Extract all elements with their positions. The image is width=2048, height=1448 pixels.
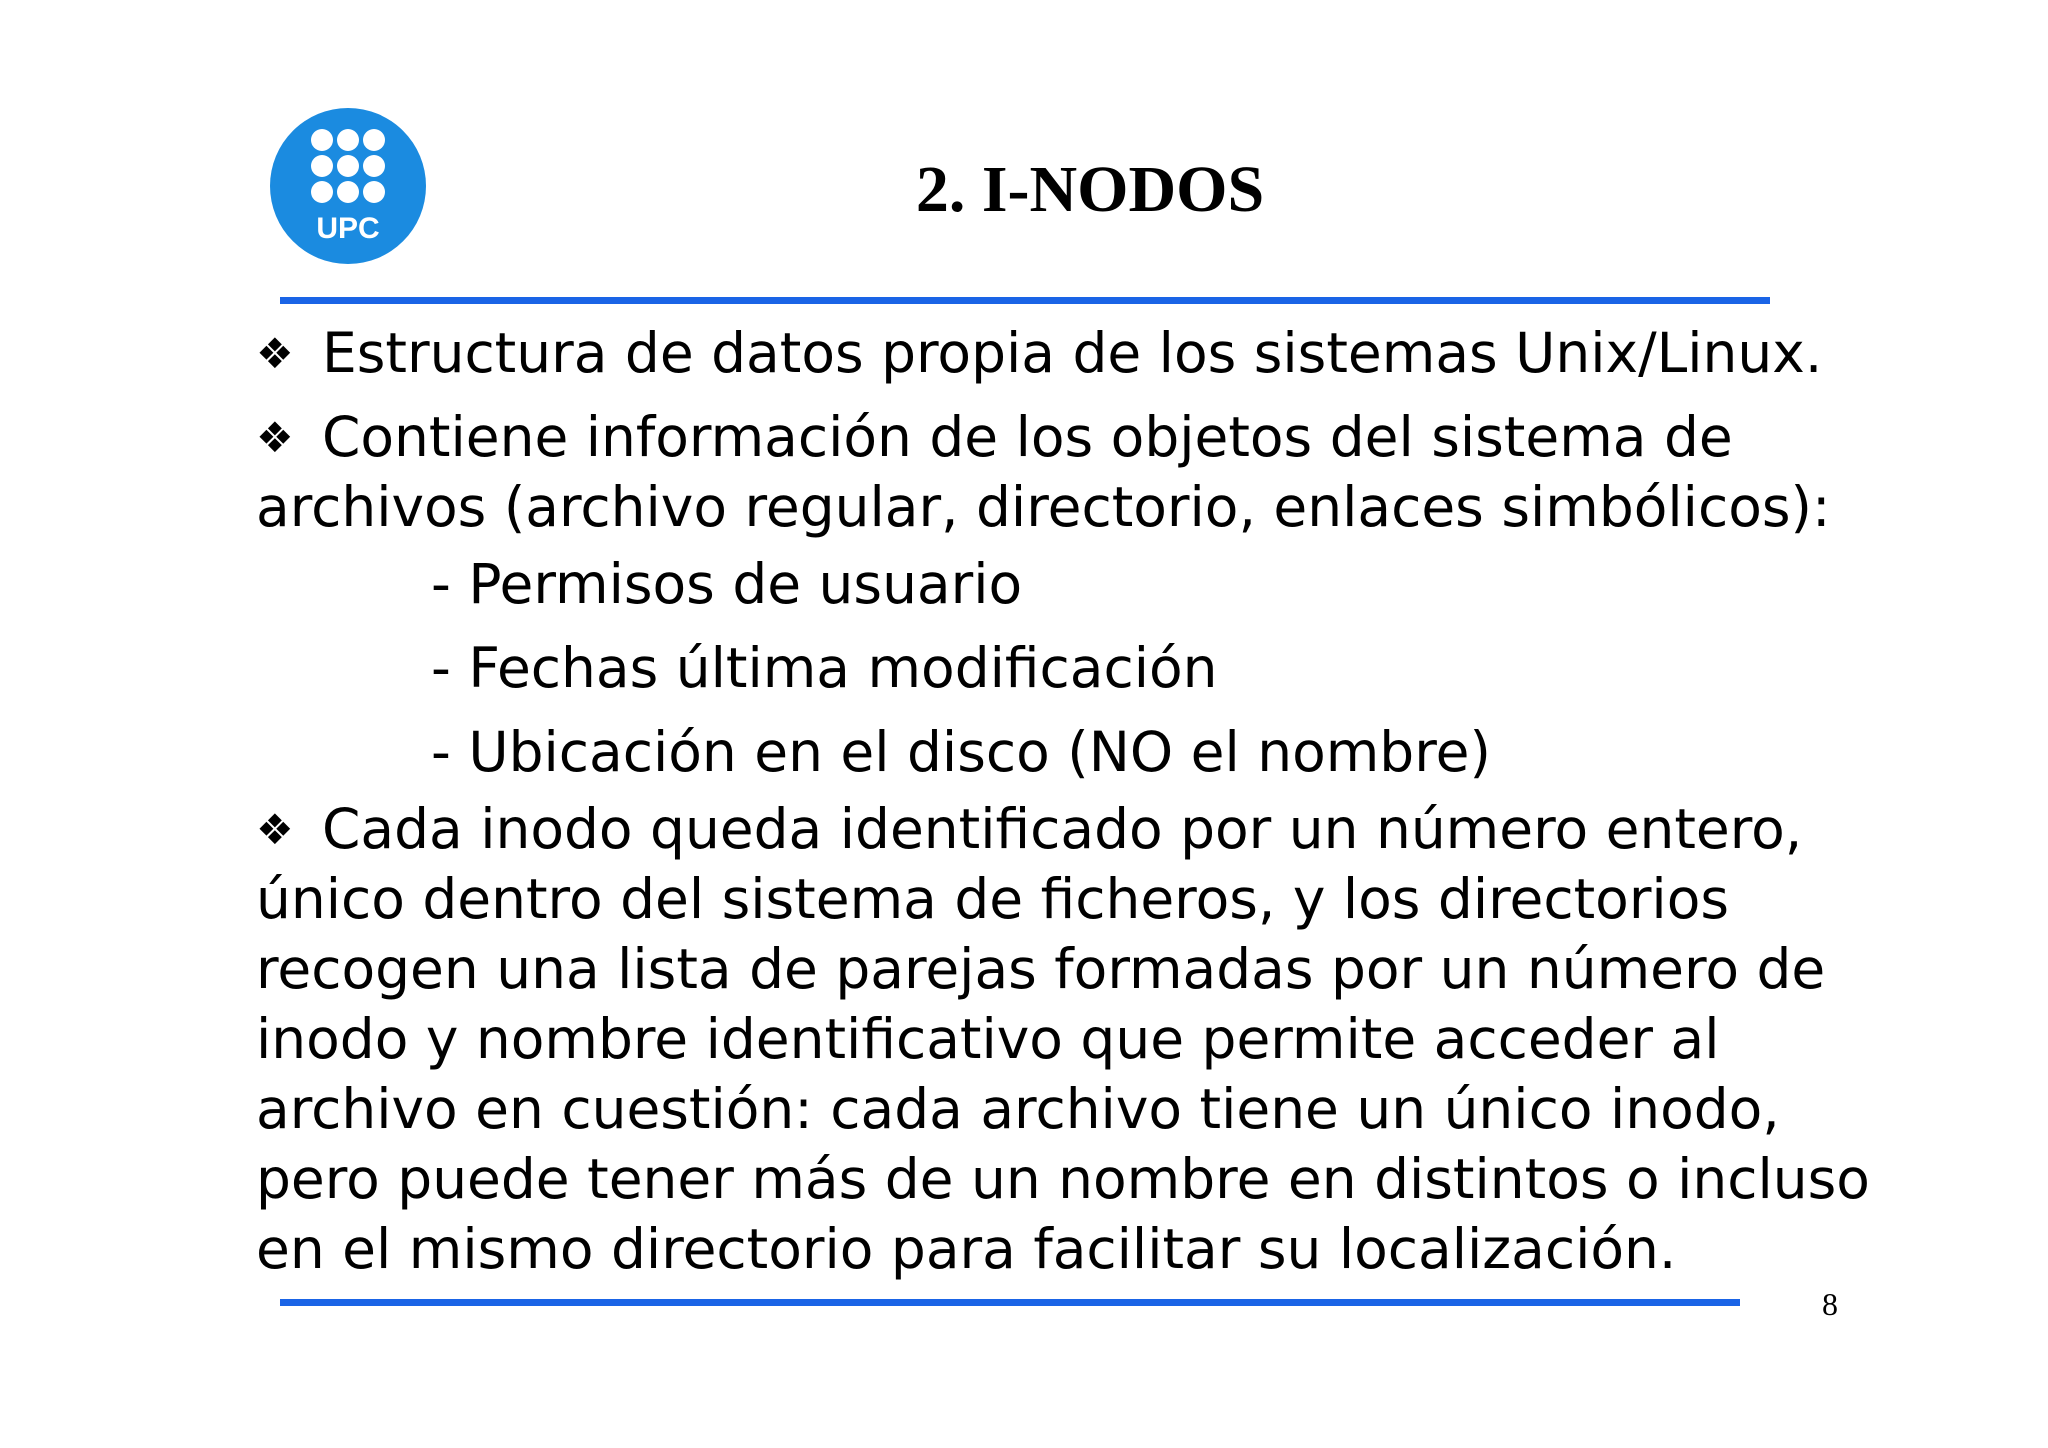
bullet-paragraph-2 <box>256 402 1831 794</box>
bullet-line: recogen una lista de parejas formadas por un número de <box>256 937 1826 1001</box>
slide-title: 2. I-NODOS <box>915 153 1265 226</box>
bullet-paragraph-3 <box>256 794 1870 1284</box>
sub-item-ubicacion: - Ubicación en el disco (NO el nombre) <box>431 720 1491 784</box>
bullet-line: en el mismo directorio para facilitar su localización. <box>256 1217 1677 1281</box>
upc-logo <box>268 106 428 266</box>
page-number: 8 <box>1822 1286 1838 1322</box>
slide-content <box>256 318 1870 1284</box>
bullet-line: archivo en cuestión: cada archivo tiene un único inodo, <box>256 1077 1780 1141</box>
diamond-bullet-icon: ❖ <box>256 805 294 854</box>
bullet-line: pero puede tener más de un nombre en distintos o incluso <box>256 1147 1870 1211</box>
bullet-paragraph-1 <box>256 318 1823 388</box>
diamond-bullet-icon: ❖ <box>256 413 294 462</box>
bullet-line: archivos (archivo regular, directorio, enlaces simbólicos): <box>256 475 1831 539</box>
diamond-bullet-icon: ❖ <box>256 329 294 378</box>
bottom-divider <box>280 1299 1740 1306</box>
bullet-line: ❖ Contiene información de los objetos del sistema de <box>256 402 1816 472</box>
logo-text: UPC <box>316 212 380 245</box>
bullet-line: ❖ Cada inodo queda identificado por un número entero, <box>256 794 1816 864</box>
bullet-line: único dentro del sistema de ficheros, y los directorios <box>256 867 1730 931</box>
bullet-line: inodo y nombre identificativo que permite acceder al <box>256 1007 1720 1071</box>
bullet-line: ❖ Estructura de datos propia de los sistemas Unix/Linux. <box>256 318 1816 388</box>
logo-dots <box>311 129 385 203</box>
sub-item-fechas: - Fechas última modificación <box>431 636 1218 700</box>
sub-item-permisos: - Permisos de usuario <box>431 552 1023 616</box>
top-divider <box>280 297 1770 304</box>
